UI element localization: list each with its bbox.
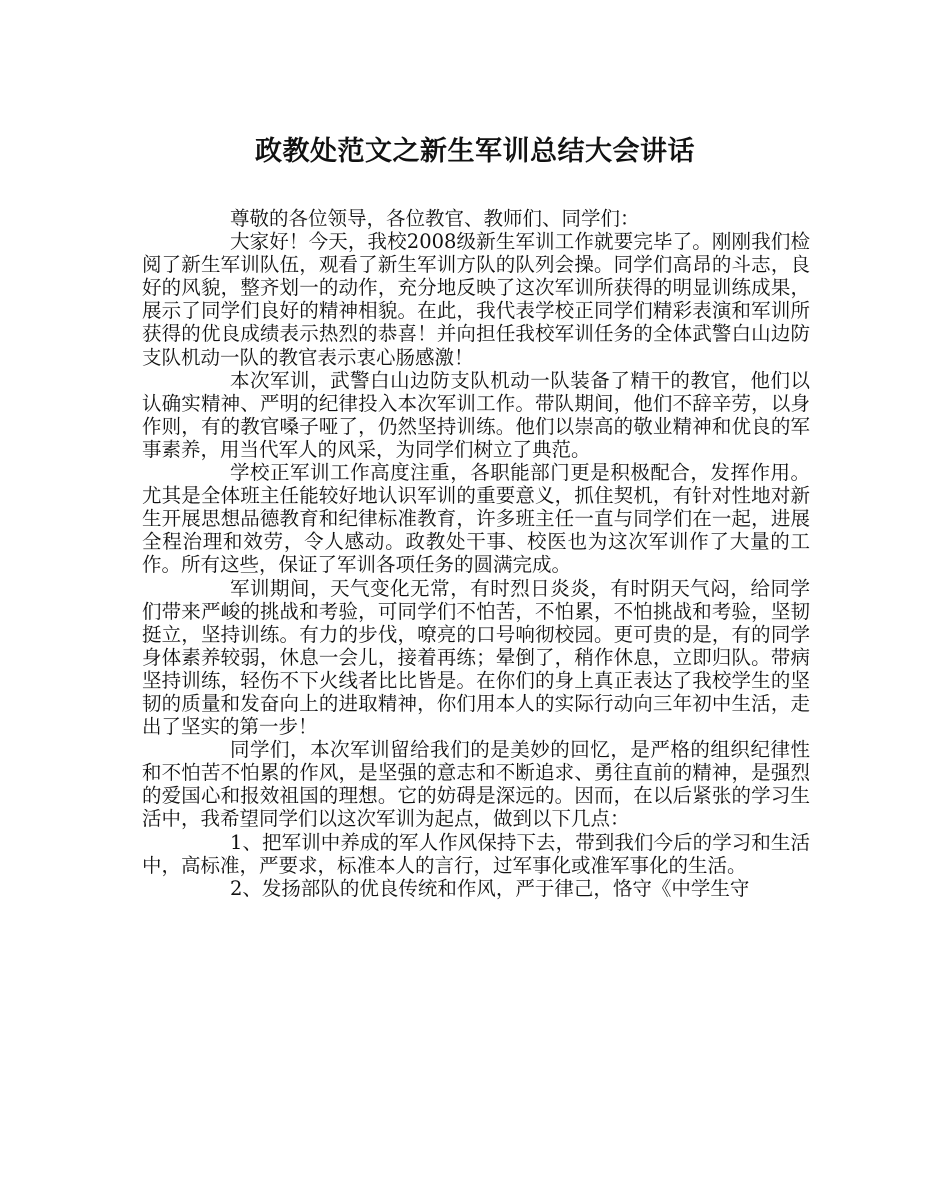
- body-paragraph: 同学们，本次军训留给我们的是美妙的回忆，是严格的组织纪律性和不怕苦不怕累的作风，是坚强的意志和不断追求、勇往直前的精神，是强烈的爱国心和报效祖国的理想。它的妨碍是深远的。因而，在以后紧张的学习生活中，我希望同学们以这次军训为起点，做到以下几点：: [142, 738, 810, 831]
- salutation-paragraph: 尊敬的各位领导，各位教官、教师们、同学们：: [230, 207, 640, 230]
- document-title: 政教处范文之新生军训总结大会讲话: [255, 136, 695, 167]
- document-body: [142, 207, 810, 900]
- body-paragraph: 学校正军训工作高度注重，各职能部门更是积极配合，发挥作用。尤其是全体班主任能较好地认识军训的重要意义，抓住契机，有针对性地对新生开展思想品德教育和纪律标准教育，许多班主任一直与同学们在一起，进展全程治理和效劳，令人感动。政教处干事、校医也为这次军训作了大量的工作。所有这些，保证了军训各项任务的圆满完成。: [142, 461, 810, 577]
- body-paragraph: 大家好！今天，我校2008级新生军训工作就要完毕了。刚刚我们检阅了新生军训队伍，观看了新生军训方队的队列会操。同学们高昂的斗志，良好的风貌，整齐划一的动作，充分地反映了这次军训所获得的明显训练成果，展示了同学们良好的精神相貌。在此，我代表学校正同学们精彩表演和军训所获得的优良成绩表示热烈的恭喜！并向担任我校军训任务的全体武警白山边防支队机动一队的教官表示衷心肠感激！: [142, 230, 810, 369]
- body-paragraph: 本次军训，武警白山边防支队机动一队装备了精干的教官，他们以认确实精神、严明的纪律投入本次军训工作。带队期间，他们不辞辛劳，以身作则，有的教官嗓子哑了，仍然坚持训练。他们以崇高的敬业精神和优良的军事素养，用当代军人的风采，为同学们树立了典范。: [142, 368, 810, 461]
- body-paragraph: 军训期间，天气变化无常，有时烈日炎炎，有时阴天气闷，给同学们带来严峻的挑战和考验，可同学们不怕苦，不怕累，不怕挑战和考验，坚韧挺立，坚持训练。有力的步伐，嘹亮的口号响彻校园。更可贵的是，有的同学身体素养较弱，休息一会儿，接着再练；晕倒了，稍作休息，立即归队。带病坚持训练，轻伤不下火线者比比皆是。在你们的身上真正表达了我校学生的坚韧的质量和发奋向上的进取精神，你们用本人的实际行动向三年初中生活，走出了坚实的第一步！: [142, 576, 810, 739]
- list-item-paragraph: 1、把军训中养成的军人作风保持下去，带到我们今后的学习和生活中，高标准，严要求，标准本人的言行，过军事化或准军事化的生活。: [142, 830, 810, 877]
- list-item-paragraph: 2、发扬部队的优良传统和作风，严于律己，恪守《中学生守: [230, 876, 750, 900]
